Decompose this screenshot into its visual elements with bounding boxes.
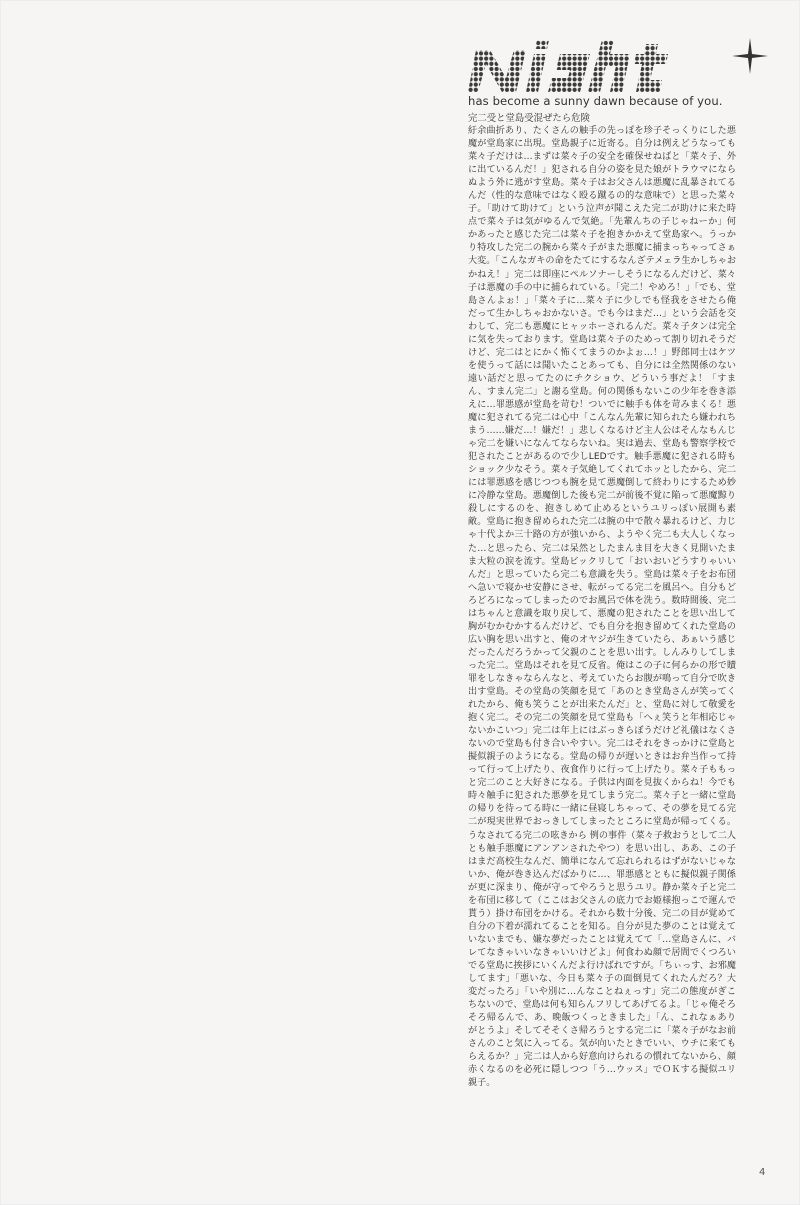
sparkle-icon bbox=[732, 38, 768, 74]
tagline: has become a sunny dawn because of you. bbox=[468, 94, 723, 108]
logo-letters bbox=[468, 40, 668, 92]
article-body: 紆余曲折あり、たくさんの触手の先っぽを珍子そっくりにした悪魔が堂島家に出現。堂島親子に近寄る。自分は例えどうなっても菜々子だけは…まずは菜々子の安全を確保せねばと「菜々子、外に出ているんだ！」犯される自分の姿を見た娘がトラウマにならぬよう外に逃がす堂島。菜々子はお父さんは悪魔に乱暴されてるんだ（性的な意味ではなく殴る蹴るの的な意味で）と思った菜々子。「助けて助けて」という泣声が聞こえた完二が助けに来た時点で菜々子は気がゆるんで気絶。「先輩んちの子じゃねーか」何かあったと感じた完二は菜々子を抱きかかえて堂島家へ。うっかり特攻した完二の腕から菜々子がまた悪魔に捕まっちゃってさぁ大変。「こんなガキの命をたてにするなんざテメェラ生かしちゃおかねえ！」完二は即座にペルソナーしそうになるんだけど、菜々子は悪魔の手の中に捕られている。「完二！やめろ！」「でも、堂島さんよぉ！」「菜々子に…菜々子に少しでも怪我をさせたら俺だって生かしちゃおかないさ。でも今はまだ…」という会話を交わして、完二も悪魔にヒャッホーされるんだ。菜々子タンは完全に気を失っております。堂島は菜々子のためって割り切れそうだけど、完二はとにかく怖くてまうのかよぉ…！」野郎同士はケツを使うって話には聞いたことあっても、自分には全然関係のない遠い話だと思ってたのにチクショウ、どういう事だよ！「すまん、すまん完二」と謝る堂島。何の関係もないこの少年を巻き添えに…罪悪感が堂島を苛む！ついでに触手も体を苛みまくる！悪魔に犯されてる完二は心中「こんなん先輩に知られたら嫌われちまう……嫌だ…！嫌だ！」悲しくなるけど主人公はそんなもんじゃ完二を嫌いになんてならないね。実は過去、堂島も警察学校で犯されたことがあるので少しLEDです。触手悪魔に犯される時もショック少なそう。菜々子気絶してくれてホッとしたから、完二には罪悪感を感じつつも腕を見て悪魔倒して終わりにするため妙に冷静な堂島。悪魔倒した後も完二が前後不覚に陥って悪魔黥り殺しにするのを、抱きしめて止めるというユリっぽい展開も素敵。堂島に抱き留められた完二は腕の中で散々暴れるけど、力じゃ十代よか三十路の方が強いから、ようやく完二も大人しくなった…と思ったら、完二は呆然としたまんま目を大きく見開いたまま大粒の涙を流す。堂島ビックリして「おいおいどうすりゃいいんだ」と思っていたら完二も意識を失う。堂島は菜々子をお布団へ急いで寝かせ安静にさせ、転がってる完二を風呂へ。自分もどろどろになってしまったのでお風呂で体を洗う。数時間後、完二はちゃんと意識を取り戻して、悪魔の犯されたことを思い出して胸がむかむかするんだけど、でも自分を抱き留めてくれた堂島の広い胸を思い出すと、俺のオヤジが生きていたら、あぁいう感じだったんだろうかって父親のことを思い出す。しんみりしてしまった完二。堂島はそれを見て反省。俺はこの子に何らかの形で贖罪をしなきゃならんなと、考えていたらお腹が鳴って自分で吹き出す堂島。その堂島の笑顔を見て「あのとき堂島さんが笑ってくれたから、俺も笑うことが出来たんだ」と、堂島に対して敬愛を抱く完二。その完二の笑顔を見て堂島も「へぇ笑うと年相応じゃないかこいつ」完二は年上にはぶっきらぼうだけど礼儀はなくさないので堂島も付き合いやすい。完二はそれをきっかけに堂島と擬似親子のようになる。堂島の帰りが遅いときはお弁当作って持って行って上げたり、夜食作りに行って上げたり。菜々子ももっと完二のこと大好きになる。子供は内面を見抜くからね！今でも時々触手に犯された悪夢を見てしまう完二。菜々子と一緒に堂島の帰りを待ってる時に一緒に昼寝しちゃって、その夢を見てる完二が現実世界でおっきしてしまったところに堂島が帰ってくる。うなされてる完二の呟きから 例の事件（菜々子救おうとして二人とも触手悪魔にアンアンされたやつ）を思い出し、ああ、この子はまだ高校生なんだ、簡単になんて忘れられるはずがないじゃないか、俺が巻き込んだばかりに…、罪悪感とともに擬似親子関係が更に深まり、俺が守ってやろうと思うユリ。静か菜々子と完二を布団に移して（ここはお父さんの底力でお姫様抱っこで運んで貰う）掛け布団をかける。それから数十分後、完二の目が覚めて自分の下着が濡れてることを知る。自分が見た夢のことは覚えていないまでも、嫌な夢だったことは覚えてて「…堂島さんに、バレてなきゃいいなきゃいいけどよ」何食わぬ顔で居間でくつろいでる堂島に挨拶にいくんだよ行けばれですが。「ちぃっす、お邪魔してます」「悪いな、今日も菜々子の面倒見てくれたんだろ？大変だったろ」「いや別に…んなことねぇっす」完二の態度がぎこちないので、堂島は何も知らんフリしてあげてるよ。「じゃ俺そろそろ帰るんで、あ、晩飯つくっときました」「ん、これなぁありがとうよ」そしてそそくさ帰ろうとする完二に「菜々子がなお前さんのこと気に入ってる。気が向いたときでいい、ウチに来てもらえるか？」完二は人から好意向けられるの慣れてないから、顔赤くなるのを必死に隠しつつ「う…ウッス」でＯＫする擬似ユリ親子。 bbox=[468, 126, 736, 1089]
night-logo bbox=[468, 30, 768, 96]
article-title: 完二受と堂島受混ぜたら危険 bbox=[468, 113, 590, 124]
page-number: 4 bbox=[759, 1167, 766, 1178]
